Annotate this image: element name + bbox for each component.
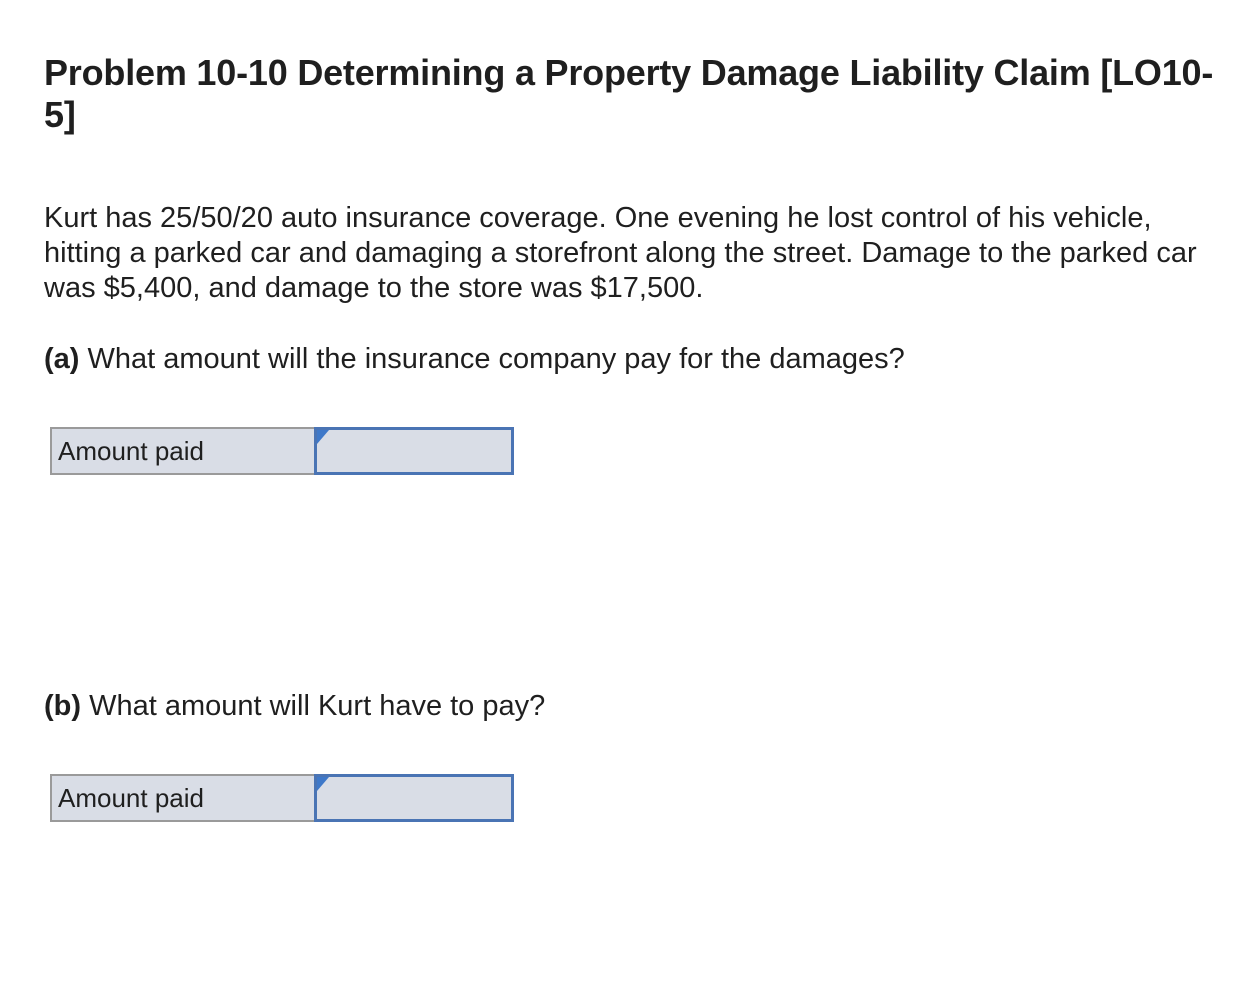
answer-label-b: Amount paid — [50, 774, 316, 822]
question-b — [44, 689, 545, 724]
answer-cell-a[interactable] — [314, 427, 514, 475]
question-b-text: What amount will Kurt have to pay? — [81, 690, 546, 722]
question-a — [44, 342, 905, 377]
answer-row-a — [50, 427, 514, 475]
amount-paid-input-b[interactable] — [317, 777, 511, 819]
answer-label-a: Amount paid — [50, 427, 316, 475]
amount-paid-input-a[interactable] — [317, 430, 511, 472]
page-title: Problem 10-10 Determining a Property Damage Liability Claim [LO10-5] — [44, 52, 1214, 135]
answer-cell-b[interactable] — [314, 774, 514, 822]
question-a-marker: (a) — [44, 343, 80, 375]
question-b-marker: (b) — [44, 690, 82, 722]
question-a-text: What amount will the insurance company pay for the damages? — [79, 343, 905, 375]
answer-row-b — [50, 774, 514, 822]
problem-statement: Kurt has 25/50/20 auto insurance coverage. One evening he lost control of his vehicle, hitting a parked car and damaging a storefront along the street. Damage to the parked car was $5,400, and damage to the store was $17,500. — [44, 202, 1197, 304]
